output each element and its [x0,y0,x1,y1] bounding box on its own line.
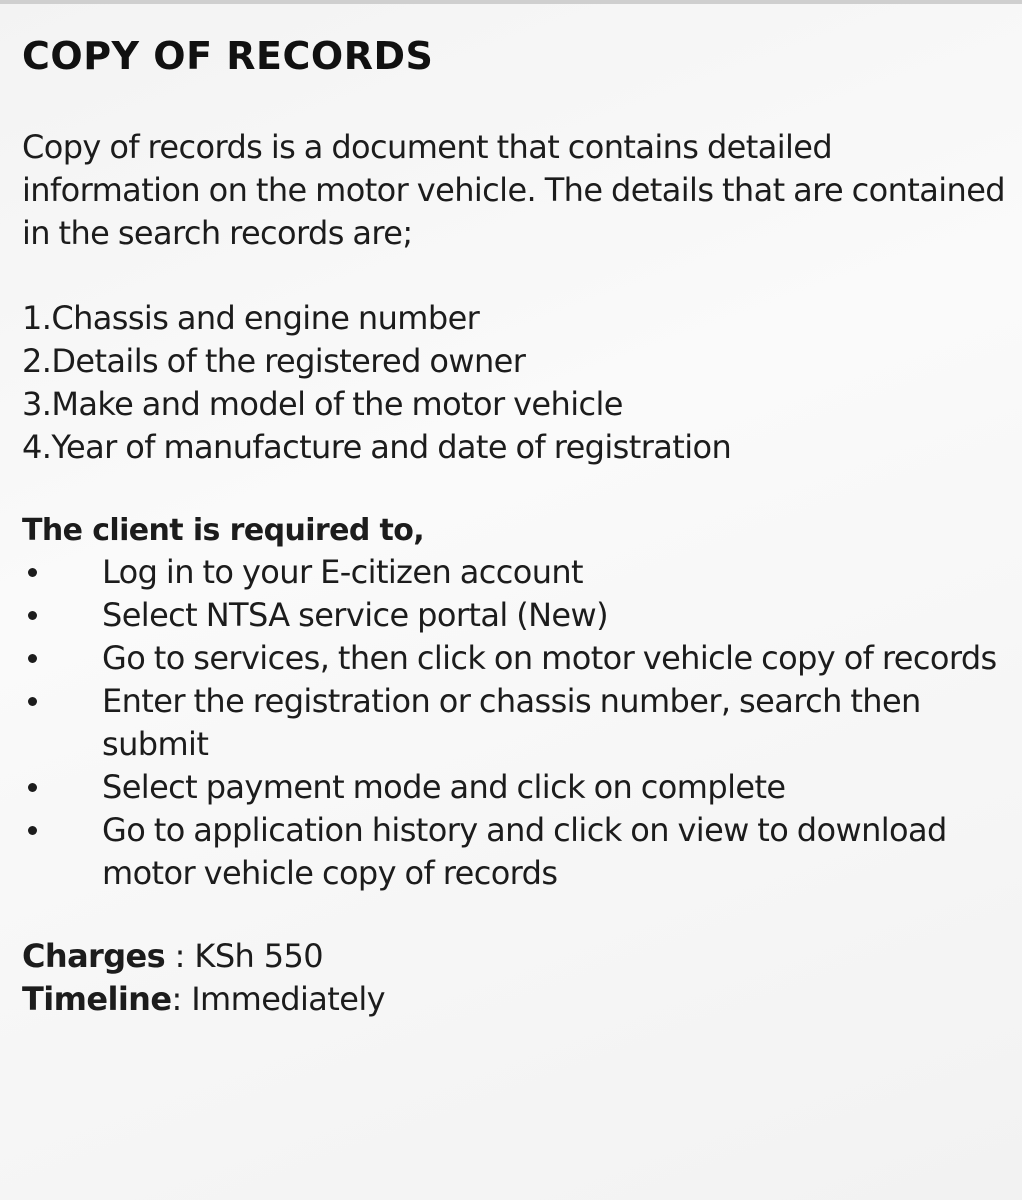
steps-list [22,551,1012,895]
step-item [22,766,1002,809]
charges-row [22,935,1012,978]
intro-paragraph: Copy of records is a document that contains detailed information on the motor vehicle. The details that are contained in the search records are; [22,128,1006,252]
step-text: Go to services, then click on motor vehicle copy of records [102,639,997,677]
bullet-icon [28,654,37,663]
charges-value: : KSh 550 [165,937,324,975]
top-border [0,0,1022,4]
step-text: Enter the registration or chassis number, search then submit [102,682,921,763]
step-text: Log in to your E-citizen account [102,553,584,591]
step-item [22,551,1002,594]
details-item: 4.Year of manufacture and date of registration [22,428,732,466]
page-title: COPY OF RECORDS [22,34,434,78]
bullet-icon [28,611,37,620]
bullet-icon [28,783,37,792]
charges-label: Charges [22,937,166,975]
step-text: Select payment mode and click on complete [102,768,786,806]
step-text: Select NTSA service portal (New) [102,596,608,634]
step-item [22,809,1002,895]
details-item: 1.Chassis and engine number [22,299,480,337]
step-item [22,637,1002,680]
step-item [22,680,1002,766]
step-item [22,594,1002,637]
timeline-value: : Immediately [171,980,385,1018]
charges-timeline-block [22,935,1012,1021]
details-item: 2.Details of the registered owner [22,342,526,380]
document-page [22,26,1012,1021]
timeline-label: Timeline [22,980,172,1018]
requirements-heading: The client is required to, [22,513,425,548]
details-item: 3.Make and model of the motor vehicle [22,385,623,423]
details-list [22,297,1012,469]
timeline-row [22,978,1012,1021]
bullet-icon [28,826,37,835]
bullet-icon [28,697,37,706]
bullet-icon [28,568,37,577]
step-text: Go to application history and click on view to download motor vehicle copy of records [102,811,947,892]
